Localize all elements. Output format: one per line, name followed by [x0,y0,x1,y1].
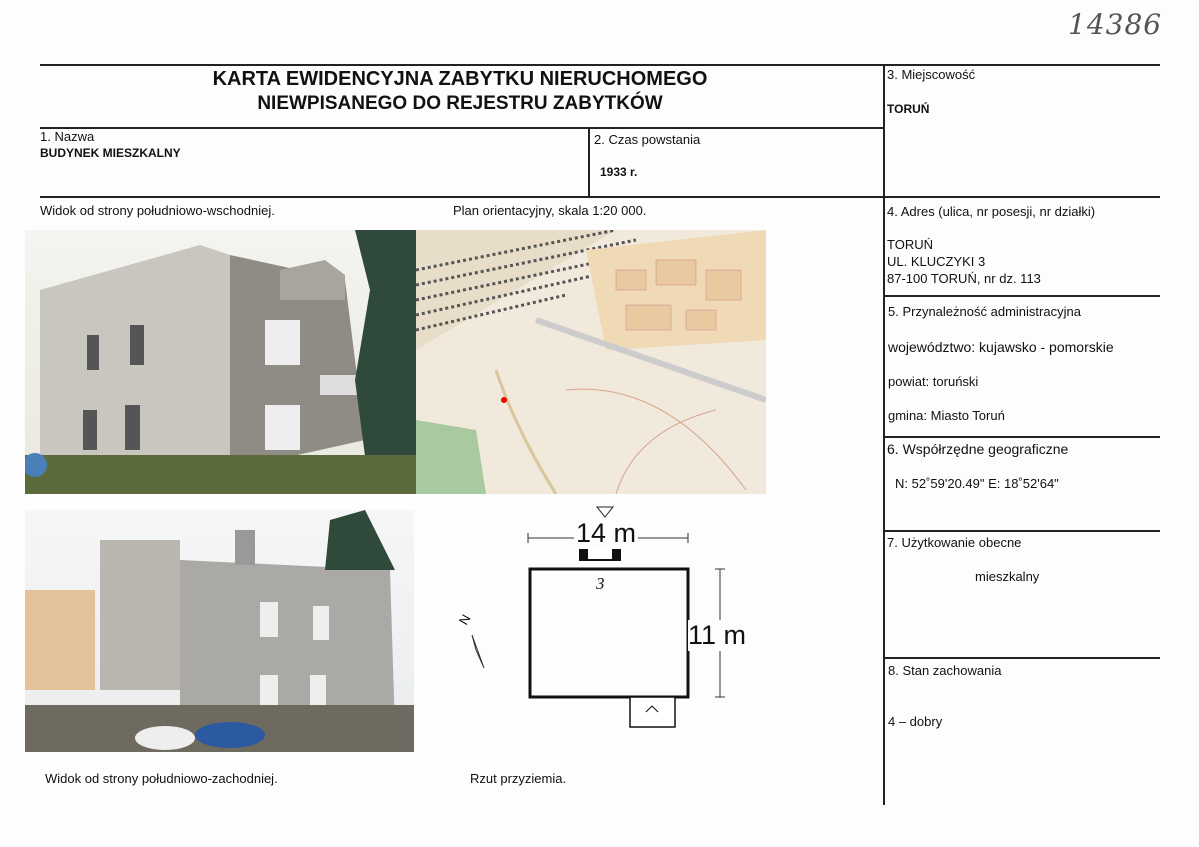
locality-label: 3. Miejscowość [887,67,976,82]
plan-width-label: 14 m [576,518,637,548]
date-label: 2. Czas powstania [594,132,701,147]
divider [883,657,1160,659]
divider [40,64,1160,66]
coordinates-label: 6. Współrzędne geograficzne [887,441,1069,457]
address-label: 4. Adres (ulica, nr posesji, nr działki) [887,204,1096,219]
locality-value: TORUŃ [887,102,930,116]
photo2-caption: Widok od strony południowo-zachodniej. [45,771,278,786]
card-title: KARTA EWIDENCYJNA ZABYTKU NIERUCHOMEGO [212,68,708,90]
handwritten-number: 14386 [1068,8,1163,41]
address-line: UL. KLUCZYKI 3 [887,254,986,269]
usage-value: mieszkalny [975,569,1040,584]
photo-southeast-view [25,230,416,494]
voivodeship: województwo: kujawsko - pomorskie [888,339,1114,355]
plan-height-label: 11 m [688,620,747,650]
map-caption: Plan orientacyjny, skala 1:20 000. [453,203,647,218]
card-subtitle: NIEWPISANEGO DO REJESTRU ZABYTKÓW [257,93,663,114]
name-label: 1. Nazwa [40,129,95,144]
orientation-map [416,230,766,494]
north-arrow-label: N [455,611,474,628]
plan-caption: Rzut przyziemia. [470,771,567,786]
admin-label: 5. Przynależność administracyjna [888,304,1081,319]
divider [883,530,1160,532]
divider [40,127,883,129]
divider [40,196,1160,198]
address-line: 87-100 TORUŃ, nr dz. 113 [887,271,1041,286]
divider [588,127,590,197]
address-line: TORUŃ [887,237,933,252]
name-value: BUDYNEK MIESZKALNY [40,146,181,160]
date-value: 1933 r. [600,165,638,179]
photo-southwest-view [25,510,414,752]
county: powiat: toruński [888,374,979,389]
condition-label: 8. Stan zachowania [888,663,1002,678]
usage-label: 7. Użytkowanie obecne [887,535,1022,550]
photo1-caption: Widok od strony południowo-wschodniej. [40,203,275,218]
plan-building-number: 3 [596,574,605,593]
divider [883,295,1160,297]
condition-value: 4 – dobry [888,714,943,729]
coordinates-value: N: 52˚59'20.49" E: 18˚52'64" [895,476,1059,491]
divider [883,64,885,805]
divider [883,436,1160,438]
municipality: gmina: Miasto Toruń [888,408,1005,423]
